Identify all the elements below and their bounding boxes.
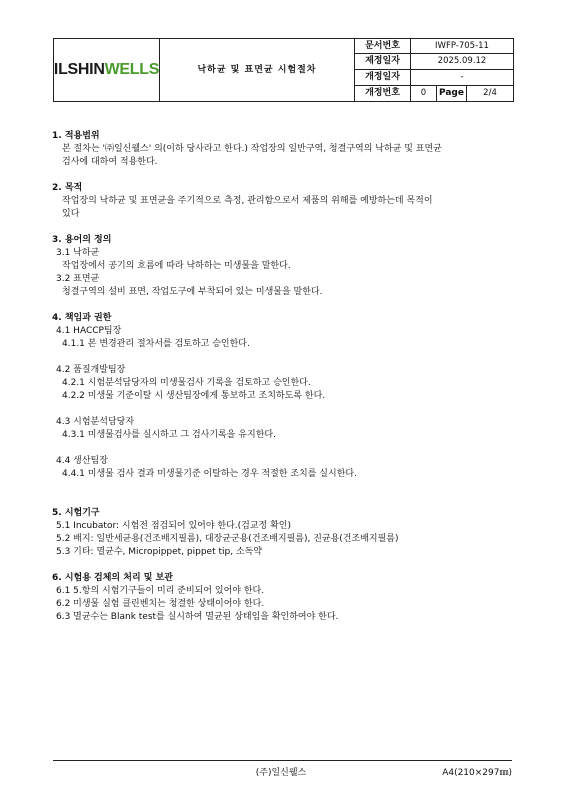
section-3-2: 3.2 표면균 [56, 274, 100, 284]
footer-paper-size: A4(210×297㎜) [442, 768, 512, 778]
document-body [52, 130, 512, 624]
footer-divider [53, 760, 512, 761]
doc-no-label: 문서번호 [355, 39, 411, 54]
section-1-line-1: 본 절차는 '㈜일신웰스' 의(이하 당사라고 한다.) 작업장의 일반구역, 청결구역의 낙하균 및 표면균 [62, 144, 442, 154]
section-4-2-1: 4.2.1 시험분석담당자의 미생물검사 기록을 검토하고 승인한다. [62, 378, 311, 388]
section-4-1: 4.1 HACCP팀장 [56, 326, 122, 336]
section-4-1-1: 4.1.1 본 변경관리 절차서를 검토하고 승인한다. [62, 339, 250, 349]
section-4-3-1: 4.3.1 미생물검사를 실시하고 그 검사기록을 유지한다. [62, 430, 276, 440]
section-5-title: 5. 시험기구 [52, 508, 100, 518]
document-title: 낙하균 및 표면균 시험절차 [160, 39, 355, 102]
company-logo [54, 39, 160, 102]
section-6-3: 6.3 멸균수는 Blank test를 실시하여 멸균된 상태임을 확인하여야 한다. [56, 612, 339, 622]
section-3-title: 3. 용어의 정의 [52, 235, 112, 245]
section-4-title: 4. 책임과 권한 [52, 313, 112, 323]
section-6-2: 6.2 미생물 실험 클린벤치는 청결한 상태이어야 한다. [56, 599, 265, 609]
revision-no-value: 0 [411, 86, 437, 102]
section-1-line-2: 검사에 대하여 적용한다. [62, 157, 158, 167]
section-2-title: 2. 목적 [52, 183, 83, 193]
document-header-table [53, 38, 514, 102]
section-4-2-2: 4.2.2 미생물 기준이탈 시 생산팀장에게 통보하고 조치하도록 한다. [62, 391, 326, 401]
created-date-value: 2025.09.12 [411, 54, 514, 70]
page-label: Page [437, 86, 467, 102]
section-1-title: 1. 적용범위 [52, 131, 100, 141]
revision-no-label: 개정번호 [355, 86, 411, 102]
logo-text-left: ILSHIN [53, 61, 105, 78]
section-3-1-text: 작업장에서 공기의 흐름에 따라 낙하하는 미생물을 말한다. [62, 261, 291, 271]
section-4-2: 4.2 품질개발팀장 [56, 365, 126, 375]
created-date-label: 제정일자 [355, 54, 411, 70]
section-4-4-1: 4.4.1 미생물 검사 결과 미생물기준 이탈하는 경우 적절한 조치를 실시한다. [62, 469, 357, 479]
section-5-3: 5.3 기타: 멸균수, Micropippet, pippet tip, 소독약 [56, 547, 263, 557]
section-5-1: 5.1 Incubator: 시험전 점검되어 있어야 한다.(검교정 확인) [56, 521, 292, 531]
revised-date-value: - [411, 70, 514, 86]
section-6-title: 6. 시험용 검체의 처리 및 보관 [52, 573, 173, 583]
revised-date-label: 개정일자 [355, 70, 411, 86]
section-3-1: 3.1 낙하균 [56, 248, 100, 258]
section-2-line-1: 작업장의 낙하균 및 표면균을 주기적으로 측정, 관리함으로서 제품의 위해를 예방하는데 목적이 [62, 196, 433, 206]
section-4-3: 4.3 시험분석담당자 [56, 417, 135, 427]
section-2-line-2: 있다 [62, 209, 80, 219]
section-4-4: 4.4 생산팀장 [56, 456, 108, 466]
section-5-2: 5.2 배지: 일반세균용(건조배지필름), 대장균군용(건조배지필름), 진균용(건조배지필름) [56, 534, 399, 544]
footer-company: (주)일신웰스 [255, 768, 307, 778]
doc-no-value: IWFP-705-11 [411, 39, 514, 54]
page-number: 2/4 [467, 86, 514, 102]
section-3-2-text: 청결구역의 설비 표면, 작업도구에 부착되어 있는 미생물을 말한다. [62, 287, 323, 297]
logo-text-right: WELLS [104, 61, 160, 78]
section-6-1: 6.1 5.항의 시험기구들이 미리 준비되어 있어야 한다. [56, 586, 265, 596]
